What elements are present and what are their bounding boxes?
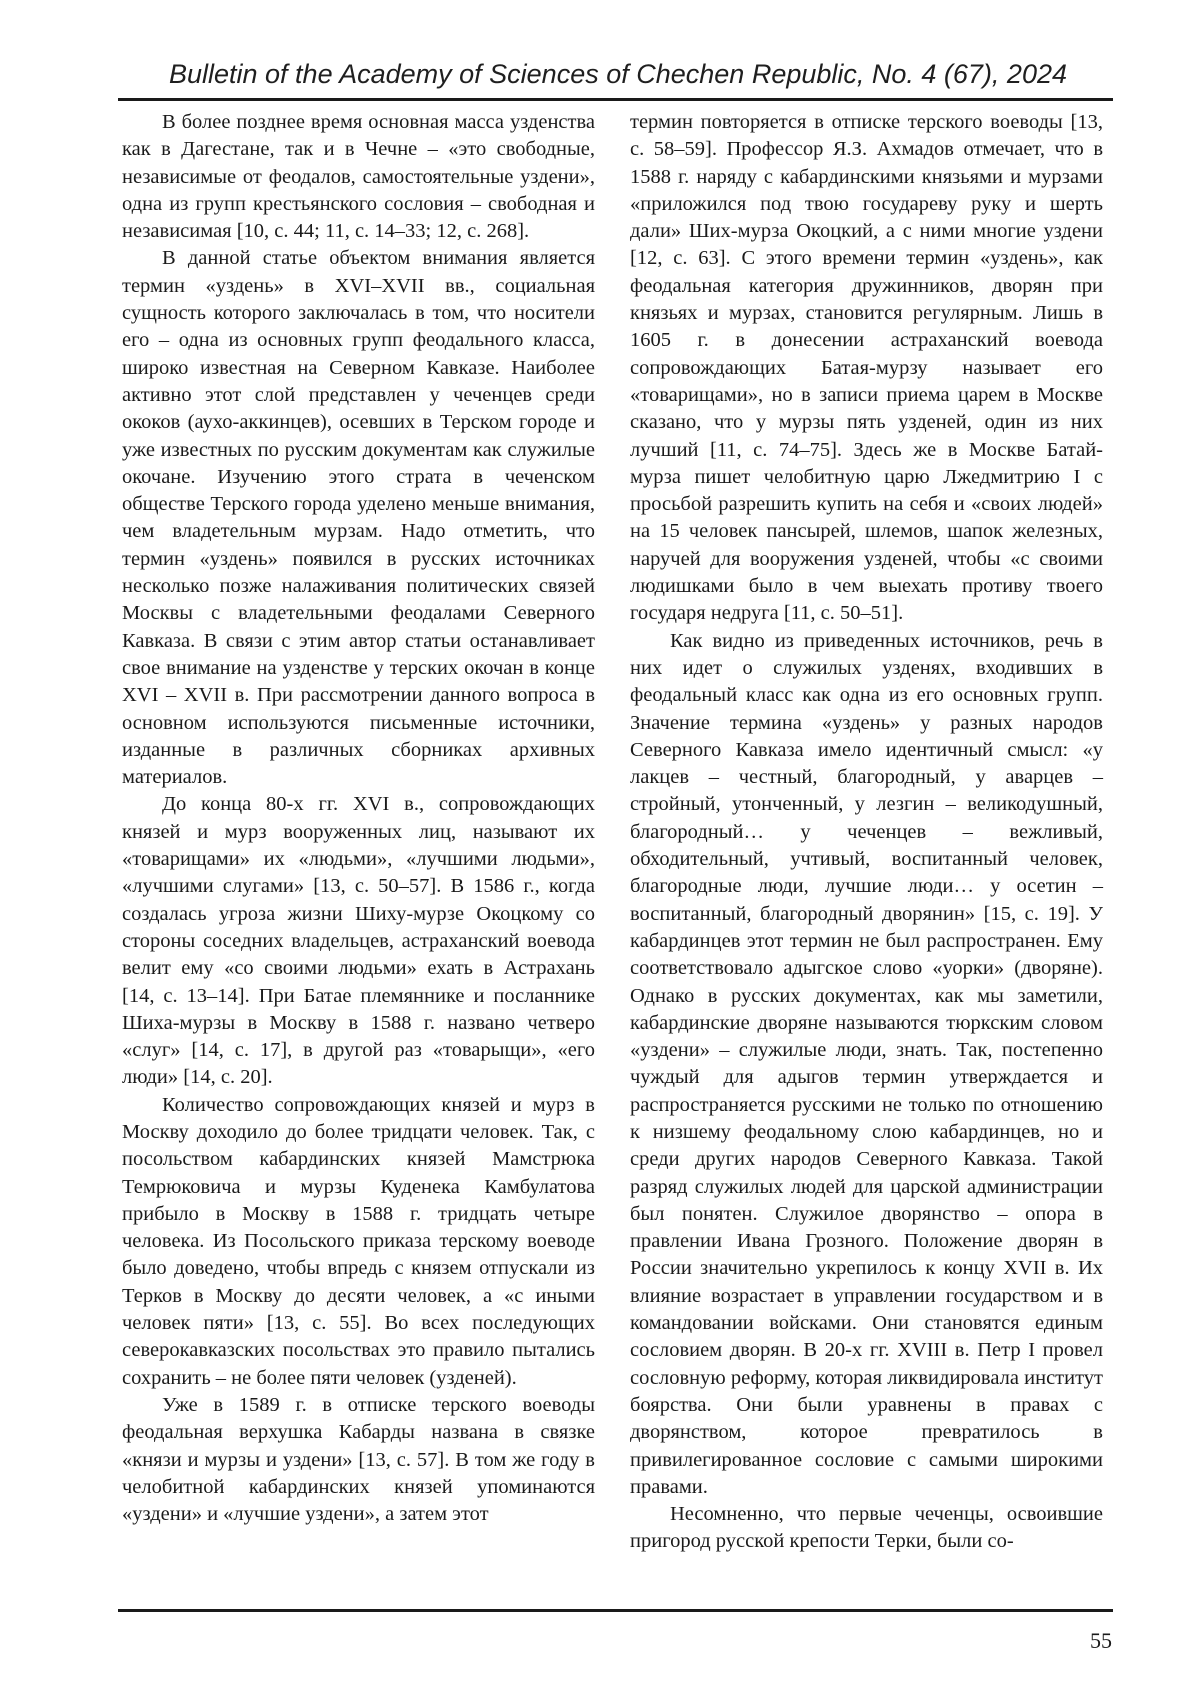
left-paragraph-3: До конца 80-х гг. XVI в., сопровождающих князей и мурз вооруженных лиц, называют их «товарищами» их «людьми», «лучшими людьми», «лучшими слугами» [13, с. 50–57]. В 1586 г., когда создалась угроза жизни Шиху-мурзе Окоцкому со стороны соседних владельцев, астраханский воевода велит ему «со своими людьми» ехать в Астрахань [14, с. 13–14]. При Батае племяннике и посланнике Шиха-мурзы в Москву в 1588 г. названо четверо «слуг» [14, с. 17], в другой раз «товарыщи», «его люди» [14, с. 20]. <box>122 793 595 1089</box>
left-paragraph-2: В данной статье объектом внимания является термин «уздень» в XVI–XVII вв., социальная сущность которого заключалась в том, что носители его – одна из основных групп феодального класса, широко известная на Северном Кавказе. Наиболее активно этот слой представлен у чеченцев среди ококов (аухо-аккинцев), осевших в Терском городе и уже известных по русским документам как служилые окочане. Изучению этого страта в чеченском обществе Терского города уделено меньше внимания, чем владетельным мурзам. Надо отметить, что термин «уздень» появился в русских источниках несколько позже налаживания политических связей Москвы с владетельными феодалами Северного Кавказа. В связи с этим автор статьи останавливает свое внимание на узденстве у терских окочан в конце XVI – XVII в. При рассмотрении данного вопроса в основном используются письменные источники, изданные в различных сборниках архивных материалов. <box>122 247 595 789</box>
right-paragraph-1: термин повторяется в отписке терского воеводы [13, с. 58–59]. Профессор Я.З. Ахмадов отмечает, что в 1588 г. наряду с кабардинскими князьями и мурзами «приложился под твою государеву руку и шерть дали» Ших-мурза Окоцкий, а с ними многие уздени [12, с. 63]. С этого времени термин «уздень», как феодальная категория дружинников, дворян при князьях и мурзах, становится регулярным. Лишь в 1605 г. в донесении астраханский воевода сопровождающих Батая-мурзу называет его «товарищами», но в записи приема царем в Москве сказано, что у мурзы пять узденей, один из них лучший [11, с. 74–75]. Здесь же в Москве Батай-мурза пишет челобитную царю Лжедмитрию I с просьбой разрешить купить на себя и «своих людей» на 15 человек пансырей, шлемов, шапок железных, наручей для вооружения узденей, чтобы «с своими людишками было в чем выехать противу твоего государя недруга [11, с. 50–51]. <box>630 111 1103 625</box>
left-paragraph-5: Уже в 1589 г. в отписке терского воеводы феодальная верхушка Кабарды названа в связке «князи и мурзы и уздени» [13, с. 57]. В том же году в челобитной кабардинских князей упоминаются «уздени» и «лучшие уздени», а затем этот <box>122 1393 595 1526</box>
right-paragraph-3: Несомненно, что первые чеченцы, освоившие пригород русской крепости Терки, были со- <box>630 1503 1103 1553</box>
left-paragraph-4: Количество сопровождающих князей и мурз в Москву доходило до более тридцати человек. Так, с посольством кабардинских князей Мамстрюка Темрюковича и мурзы Куденека Камбулатова прибыло в Москву в 1588 г. тридцать четыре человека. Из Посольского приказа терскому воеводе было доведено, чтобы впредь с князем отпускали из Терков в Москву до десяти человек, а «с иными человек пяти» [13, с. 55]. Во всех последующих северокавказских посольствах это правило пытались сохранить – не более пяти человек (узденей). <box>122 1093 595 1389</box>
header-rule <box>118 98 1113 101</box>
page-number: 55 <box>1090 1628 1112 1653</box>
left-column <box>122 109 595 1528</box>
journal-header-title: Bulletin of the Academy of Sciences of Chechen Republic, No. 4 (67), 2024 <box>168 59 1067 89</box>
footer-rule <box>118 1609 1113 1612</box>
right-paragraph-2: Как видно из приведенных источников, речь в них идет о служилых узденях, входивших в феодальный класс как одна из его основных групп. Значение термина «уздень» у разных народов Северного Кавказа имело идентичный смысл: «у лакцев – честный, благородный, у аварцев – стройный, утонченный, у лезгин – великодушный, благородный… у чеченцев – вежливый, обходительный, учтивый, воспитанный человек, благородные люди, лучшие люди… у осетин – воспитанный, благородный дворянин» [15, с. 19]. У кабардинцев этот термин не был распространен. Ему соответствовало адыгское слово «уорки» (дворяне). Однако в русских документах, как мы заметили, кабардинские дворяне называются тюркским словом «уздени» – служилые люди, знать. Так, постепенно чуждый для адыгов термин утверждается и распространяется русскими не только по отношению к низшему феодальному слою кабардинцев, но и среди других народов Северного Кавказа. Такой разряд служилых людей для царской администрации был понятен. Служилое дворянство – опора в правлении Ивана Грозного. Положение дворян в России значительно укрепилось к концу XVII в. Их влияние возрастает в управлении государством и в командовании войсками. Они становятся единым сословием дворян. В 20-х гг. XVIII в. Петр I провел сословную реформу, которая ликвидировала институт боярства. Они были уравнены в правах с дворянством, которое превратилось в привилегированное сословие с самыми широкими правами. <box>630 629 1103 1498</box>
right-column <box>630 109 1103 1556</box>
left-paragraph-1: В более позднее время основная масса узденства как в Дагестане, так и в Чечне – «это свободные, независимые от феодалов, самостоятельные уздени», одна из групп крестьянского сословия – свободная и независимая [10, с. 44; 11, с. 14–33; 12, с. 268]. <box>122 111 595 243</box>
